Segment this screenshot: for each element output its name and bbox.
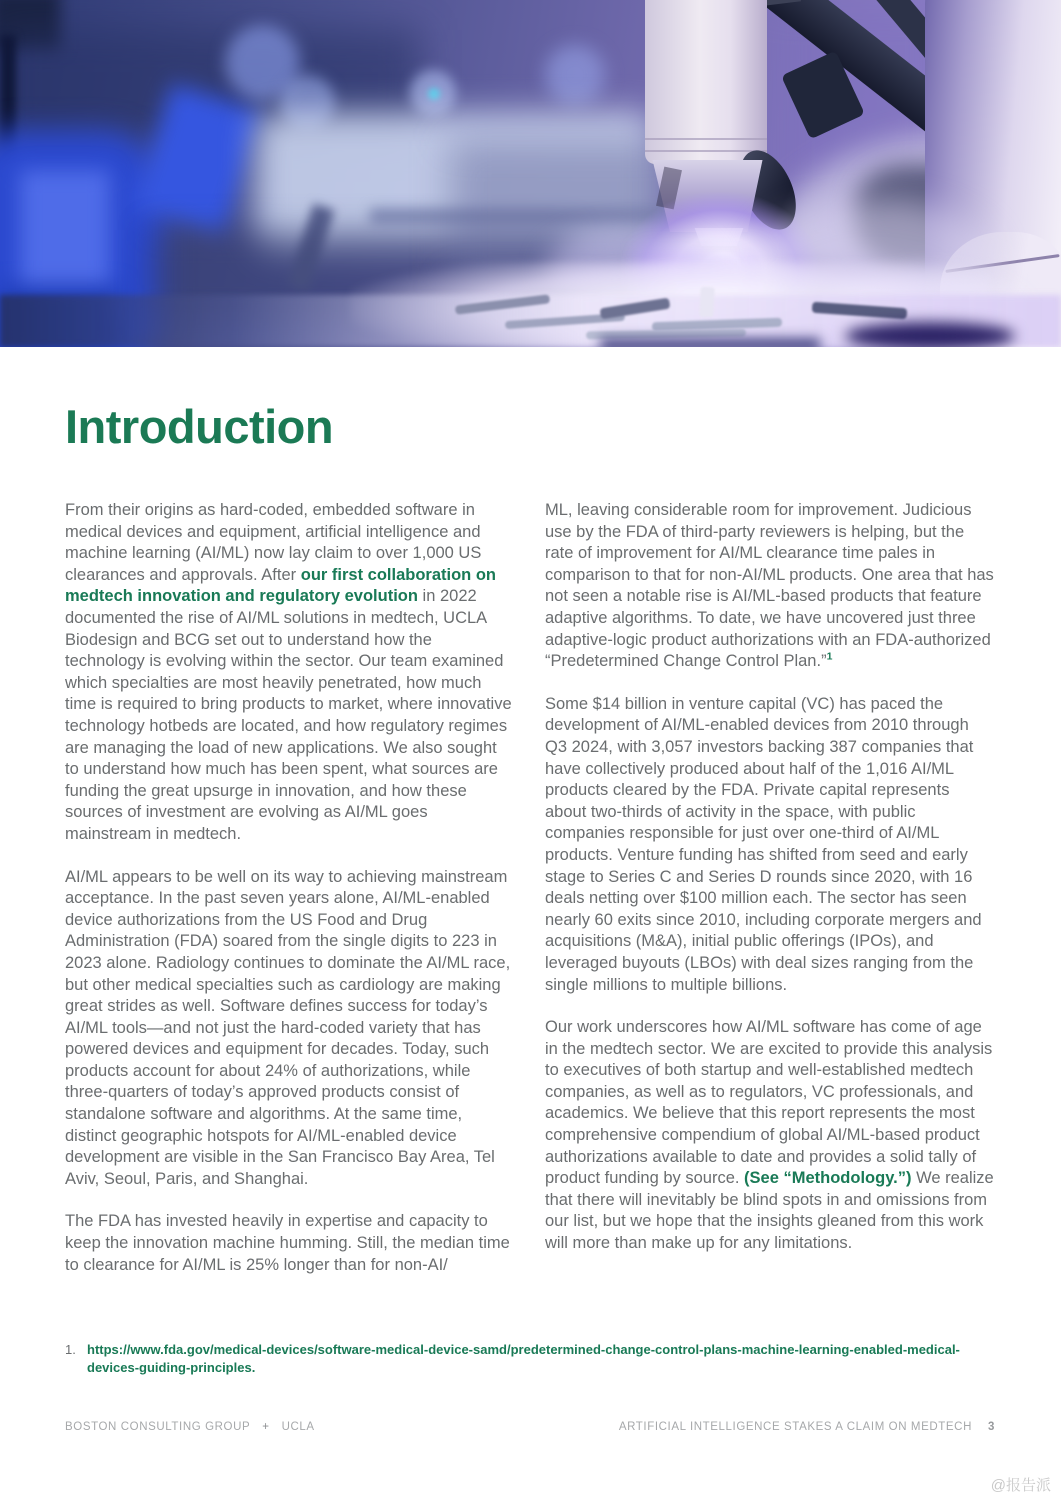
- page-number: 3: [988, 1421, 995, 1433]
- plus-icon: +: [262, 1421, 270, 1433]
- hero-image-shape: [545, 45, 605, 105]
- paragraph: The FDA has invested heavily in expertise and capacity to keep the innovation machine humming. Still, the median time to clearance for AI/ML is 25% longer than for non-AI/: [65, 1212, 510, 1274]
- footer-org-bcg: BOSTON CONSULTING GROUP: [65, 1421, 251, 1433]
- hero-image-shape: [600, 338, 820, 347]
- paragraph: AI/ML appears to be well on its way to achieving mainstream acceptance. In the past seven years alone, AI/ML-enabled device authorizations from the US Food and Drug Administration (FDA) soared from the single digits to 223 in 2023 alone. Radiology continues to dominate the AI/ML race, but other medical specialties such as cardiology are making great strides as well. Software defines success for today’s AI/ML tools—and not just the hard-coded variety that has powered devices and equipment for decades. Today, such products account for about 24% of authorizations, while three-quarters of today’s approved products consist of standalone software and algorithms. At the same time, distinct geographic hotspots for AI/ML-enabled device development are visible in the San Francisco Bay Area, Tel Aviv, Seoul, Paris, and Shanghai.: [65, 867, 511, 1188]
- footnote-number: 1.: [65, 1342, 76, 1357]
- text-run: From their origins as hard-coded, embedded software in medical devices and equipment, artificial intelligence and machine learning (AI/ML) now lay claim to over 1,000 US clearances and approvals. After: [65, 501, 482, 584]
- footer-org-ucla: UCLA: [281, 1421, 315, 1433]
- text-run: ML, leaving considerable room for improvement. Judicious use by the FDA of third-party reviewers is helping, but the rate of improvement for AI/ML clearance time pales in comparison to that for non-AI/ML products. One area that has not seen a notable rise is AI/ML-based products that feature adaptive algorithms. To date, we have uncovered just three adaptive-logic product authorizations with an FDA-authorized “Predetermined Change Control Plan.”: [545, 501, 994, 671]
- article: [65, 400, 995, 1297]
- hero-image-shape: [645, 138, 767, 140]
- link-first-collaboration[interactable]: our first collaboration on medtech innovation and regulatory evolution: [65, 565, 496, 606]
- footer-right: [619, 1421, 995, 1433]
- watermark: @报告派: [990, 1477, 1051, 1494]
- text-run: in 2022 documented the rise of AI/ML solutions in medtech, UCLA Biodesign and BCG set out to understand how the technology is evolving within the sector. Our team examined which specialties are most heavily penetrated, how much time is required to bring products to market, where innovative technology hotbeds are located, and how regulatory regimes are managing the load of new applications. We also sought to understand how much has been spent, what sources are funding the great upsurge in innovation, and how these sources of investment are evolving as AI/ML goes mainstream in medtech.: [65, 587, 512, 843]
- text-run: Our work underscores how AI/ML software has come of age in the medtech sector. We are excited to provide this analysis to executives of both startup and well-established medtech companies, as well as to regulators, VC professionals, and academics. We believe that this report represents the most comprehensive compendium of global AI/ML-based product authorizations available to date and provides a solid tally of product funding by source.: [545, 1018, 993, 1188]
- hero-image: [0, 0, 1061, 347]
- page-title: Introduction: [65, 400, 334, 453]
- two-column-body: [65, 500, 995, 1297]
- paragraph: Some $14 billion in venture capital (VC) has paced the development of AI/ML-enabled devices from 2010 through Q3 2024, with 3,057 investors backing 387 companies that have collectively produced about half of the 1,016 AI/ML products cleared by the FDA. Private capital represents about two-thirds of activity in the space, with public companies responsible for just over one-third of AI/ML products. Venture funding has shifted from seed and early stage to Series C and Series D rounds since 2020, with 16 deals netting over $100 million each. The sector has seen nearly 60 exits since 2010, including corporate mergers and acquisitions (M&A), initial public offerings (IPOs), and leveraged buyouts (LBOs) with deal sizes ranging from the single millions to multiple billions.: [545, 694, 982, 994]
- footnote: [65, 1341, 970, 1376]
- paragraph: [545, 500, 995, 673]
- page-footer: [65, 1421, 995, 1433]
- hero-image-shape: [845, 322, 1015, 347]
- text-run: We realize that there will inevitably be blind spots in and omissions from our list, but we hope that the insights gleaned from this work will more than make up for any limitations.: [545, 1169, 994, 1253]
- hero-image-shape: [428, 88, 440, 100]
- paragraph: [545, 1017, 995, 1255]
- left-column: [65, 500, 515, 1297]
- hero-image-shape: [699, 287, 715, 318]
- right-column: [545, 500, 995, 1297]
- footer-left: [65, 1421, 315, 1433]
- paragraph: [65, 500, 515, 846]
- footer-report-title: ARTIFICIAL INTELLIGENCE STAKES A CLAIM ON MEDTECH: [618, 1421, 972, 1433]
- link-see-methodology[interactable]: (See “Methodology.”): [744, 1169, 912, 1188]
- footnote-url-link[interactable]: https://www.fda.gov/medical-devices/software-medical-device-samd/predetermined-change-control-plans-machine-learning-enabled-medical-devices-guiding-principles.: [87, 1342, 960, 1375]
- footnote-reference-1[interactable]: 1: [826, 650, 833, 663]
